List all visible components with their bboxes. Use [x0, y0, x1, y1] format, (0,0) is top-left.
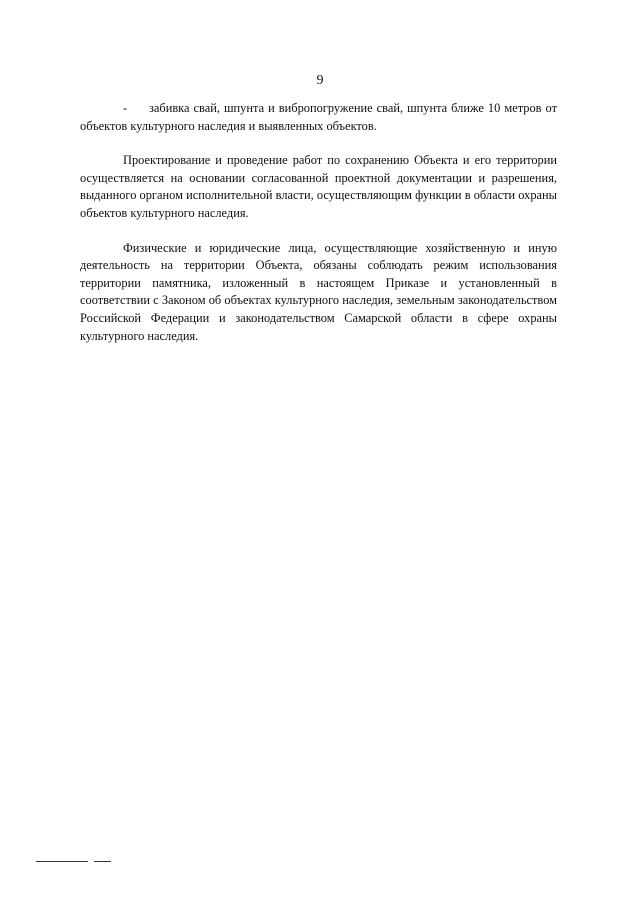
paragraph-text: забивка свай, шпунта и вибропогружение свай, шпунта ближе 10 метров от объектов культурного наследия и выявленных объектов.: [80, 101, 557, 133]
paragraph: Физические и юридические лица, осуществляющие хозяйственную и иную деятельность на территории Объекта, обязаны соблюдать режим использования территории памятника, изложенный в настоящем Приказе и установленный в соответствии с Законом об объектах культурного наследия, земельным законодательством Российской Федерации и законодательством Самарской области в сфере охраны культурного наследия.: [80, 240, 557, 343]
footer-mark: [94, 861, 111, 862]
bullet-dash: -: [123, 101, 128, 115]
page-number: 9: [316, 73, 324, 88]
paragraph: Проектирование и проведение работ по сохранению Объекта и его территории осуществляется на основании согласованной проектной документации и разрешения, выданного органом исполнительной власти, осуществляющим функции в области охраны объектов культурного наследия.: [80, 153, 557, 220]
document-body: [80, 100, 557, 362]
paragraph-bullet: [80, 100, 557, 135]
footer-mark: [36, 861, 88, 862]
